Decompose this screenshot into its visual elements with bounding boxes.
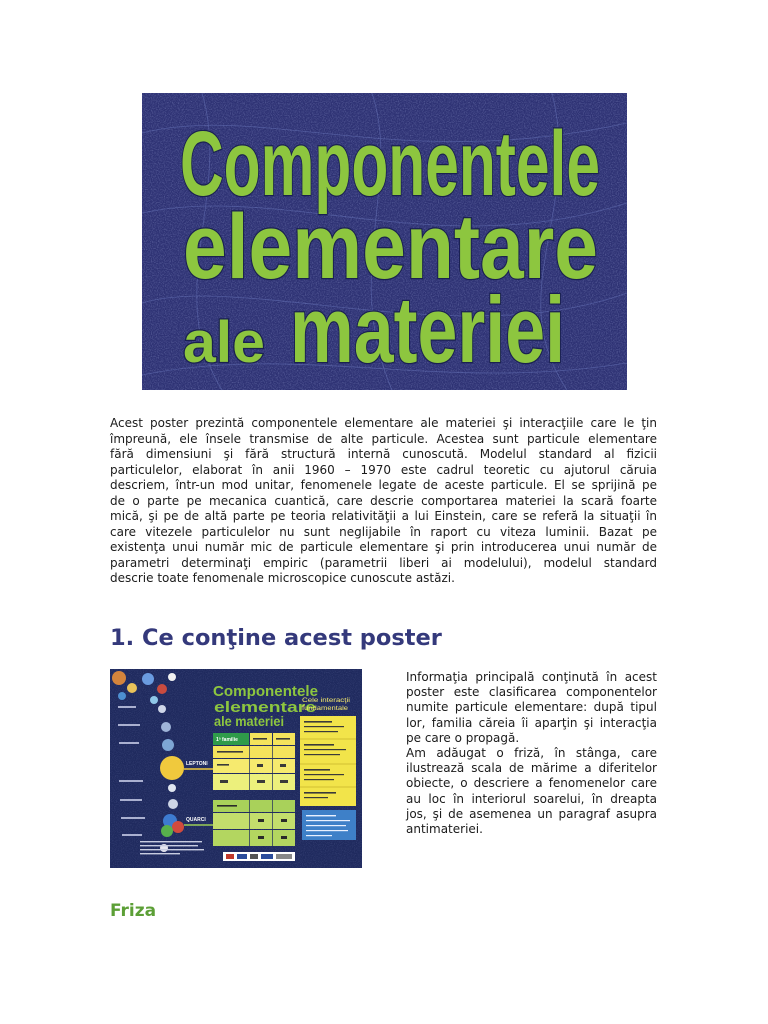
- description-line: pe care o propagă.: [406, 730, 520, 745]
- banner-title-line-3-small: ale: [183, 310, 265, 375]
- subsection-heading: Friza: [110, 901, 157, 921]
- poster-banner-image: [142, 93, 627, 390]
- intro-line: Acest poster prezintă componentele elementare ale materiei şi interacţiile care le ţin: [110, 416, 657, 430]
- description-line: poster este clasificarea componentelor: [406, 685, 657, 700]
- intro-line: împreună, ele însele transmise de alte particule. Acestea sunt particule elementare: [110, 431, 657, 446]
- logo-strip: [223, 852, 295, 861]
- thumbnail-label-leptons: LEPTONI: [186, 761, 208, 767]
- thumbnail-title-line-2: elementare: [214, 699, 316, 716]
- interactions-panel: [300, 716, 356, 806]
- thumbnail-title-line-3: ale materiei: [214, 713, 284, 729]
- thumbnail-table-header: 1ª familie: [216, 737, 238, 743]
- description-line: numite particule elementare: după tipul: [406, 700, 657, 715]
- thumbnail-label-quarks: QUARCI: [186, 817, 206, 823]
- section-heading: 1. Ce conţine acest poster: [110, 625, 442, 651]
- thumbnail-side-heading-1: Cele interacţii: [302, 697, 350, 704]
- thumbnail-side-heading-2: fundamentale: [302, 705, 349, 712]
- banner-title-line-3-large: materiei: [290, 277, 565, 382]
- description-line: jos, şi de asemenea un paragraf asupra: [406, 806, 657, 821]
- lepton-circle: [160, 756, 184, 780]
- poster-thumbnail-image: [110, 669, 362, 868]
- quark-table: [213, 800, 295, 846]
- description-line: obiecte, o descriere a fenomenelor care: [406, 776, 657, 791]
- intro-line: descrie toate fenomenale microscopice cunoscute astăzi.: [110, 571, 455, 586]
- banner-title-line-1: Componentele: [180, 113, 600, 215]
- description-line: Am adăugat o friză, în stânga, care: [406, 746, 657, 761]
- thumbnail-title-line-1: Componentele: [213, 683, 318, 700]
- intro-line: particulelor, elaborat în anii 1960 – 1970 este cadrul teoretic cu ajutorul căruia: [110, 462, 657, 477]
- description-line: antimateriei.: [406, 822, 483, 837]
- intro-line: mică, şi pe de altă parte pe teoria relativităţii a lui Einstein, care se referă la situaţii în: [110, 509, 657, 524]
- description-line: lor, familia căreia îi aparţin şi interacţia: [406, 715, 657, 730]
- banner-title-line-2: elementare: [183, 196, 598, 298]
- sun-description-box: [302, 810, 356, 840]
- description-line: ilustrează scala de mărime a diferitelor: [406, 761, 657, 776]
- intro-line: de o parte pe mecanica cuantică, care descrie comportarea materiei la scară foarte: [110, 493, 657, 508]
- description-line: au loc în interiorul soarelui, în dreapta: [406, 791, 657, 806]
- intro-line: care vitezele particulelor nu sunt neglijabile în raport cu viteza luminii. Bazat pe: [110, 524, 657, 539]
- description-line: Informaţia principală conţinută în acest: [406, 670, 657, 684]
- intro-line: parametri determinaţi empiric (parametrii liberi ai modelului), modelul standard: [110, 555, 657, 570]
- intro-line: existenţa unui număr mic de particule elementare şi prin introducerea unui număr de: [110, 540, 657, 555]
- intro-line: descriem, într-un mod unitar, fenomenele legate de aceste particule. El se sprijină pe: [110, 478, 657, 493]
- poster-description-paragraph: [406, 670, 657, 837]
- intro-paragraph: [110, 416, 657, 587]
- intro-line: fără dimensiuni şi fără structură internă cunoscută. Modelul standard al fizicii: [110, 447, 657, 462]
